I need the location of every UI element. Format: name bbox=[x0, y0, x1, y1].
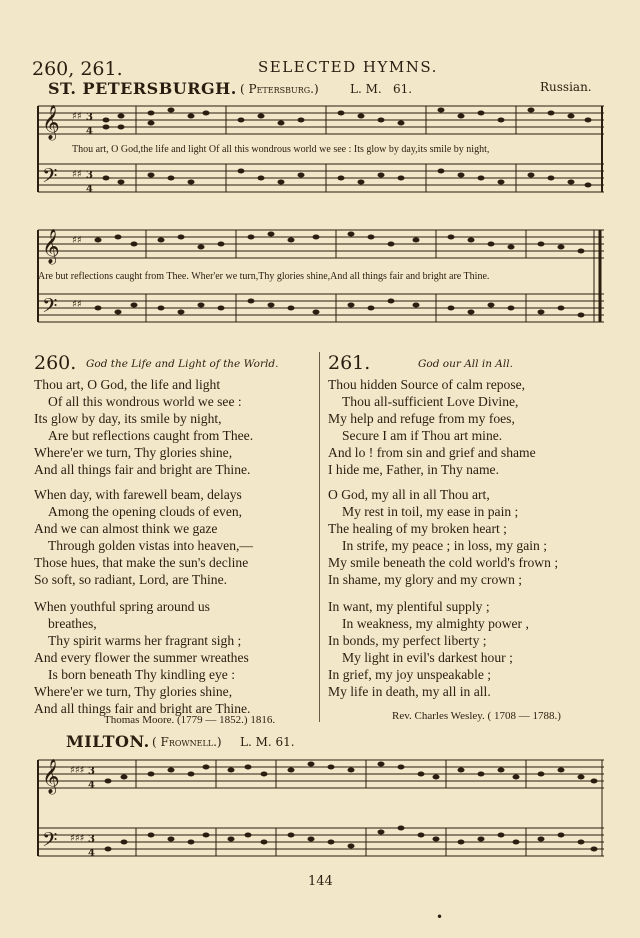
tune-meter: L. M. 61. bbox=[240, 735, 295, 749]
verse-line: I hide me, Father, in Thy name. bbox=[328, 462, 499, 477]
svg-text:𝄞: 𝄞 bbox=[42, 105, 60, 140]
svg-text:4: 4 bbox=[88, 780, 95, 791]
svg-text:4: 4 bbox=[88, 848, 95, 859]
tune1-lyric-line-1: Thou art, O God,the life and light Of all this wondrous world we see : Its glow by day,its smile by night, bbox=[72, 144, 490, 155]
svg-text:♯♯♯: ♯♯♯ bbox=[70, 765, 85, 776]
verse-line: Where'er we turn, Thy glories shine, bbox=[34, 684, 233, 699]
svg-text:3: 3 bbox=[88, 766, 95, 777]
verse-line: So soft, so radiant, Lord, are Thine. bbox=[34, 572, 228, 587]
svg-text:♯♯♯: ♯♯♯ bbox=[70, 833, 85, 844]
hymn-261-stanza-3 bbox=[328, 598, 529, 700]
verse-line: Among the opening clouds of even, bbox=[48, 504, 243, 519]
hymn-260-subtitle: God the Life and Light of the World. bbox=[86, 358, 279, 370]
verse-line: My light in evil's darkest hour ; bbox=[342, 650, 513, 665]
svg-text:𝄢: 𝄢 bbox=[42, 828, 58, 856]
verse-line: My smile beneath the cold world's frown ; bbox=[328, 555, 559, 570]
verse-line: Are but reflections caught from Thee. bbox=[48, 428, 254, 443]
section-title: SELECTED HYMNS. bbox=[258, 58, 438, 76]
hymn-261-attribution: Rev. Charles Wesley. ( 1708 — 1788.) bbox=[392, 710, 561, 722]
tune-title: MILTON. bbox=[66, 732, 150, 751]
verse-line: O God, my all in all Thou art, bbox=[328, 487, 490, 502]
svg-text:3: 3 bbox=[86, 170, 93, 181]
music-system-3 bbox=[36, 750, 608, 870]
verse-line: In want, my plentiful supply ; bbox=[328, 599, 490, 614]
verse-line: My life in death, my all in all. bbox=[328, 684, 491, 699]
verse-line: Thou hidden Source of calm repose, bbox=[328, 377, 526, 392]
svg-text:4: 4 bbox=[86, 184, 93, 195]
verse-line: breathes, bbox=[48, 616, 97, 631]
hymn-260-stanza-1 bbox=[34, 376, 253, 478]
verse-line: In strife, my peace ; in loss, my gain ; bbox=[342, 538, 547, 553]
verse-line: Secure I am if Thou art mine. bbox=[342, 428, 503, 443]
verse-line: My help and refuge from my foes, bbox=[328, 411, 515, 426]
tune-alt-name: ( Frownell.) bbox=[152, 735, 222, 749]
svg-text:𝄞: 𝄞 bbox=[42, 759, 60, 794]
verse-line: Where'er we turn, Thy glories shine, bbox=[34, 445, 233, 460]
verse-line: In bonds, my perfect liberty ; bbox=[328, 633, 487, 648]
svg-text:𝄞: 𝄞 bbox=[42, 229, 60, 264]
page-number: 144 bbox=[308, 874, 333, 889]
verse-line: Thou all-sufficient Love Divine, bbox=[342, 394, 519, 409]
verse-line: Is born beneath Thy kindling eye : bbox=[48, 667, 236, 682]
hymn-260-stanza-3 bbox=[34, 598, 250, 717]
svg-text:3: 3 bbox=[86, 112, 93, 123]
verse-line: And all things fair and bright are Thine. bbox=[34, 701, 251, 716]
svg-text:𝄢: 𝄢 bbox=[42, 294, 58, 322]
verse-line: Those hues, that make the sun's decline bbox=[34, 555, 249, 570]
verse-line: In grief, my joy unspeakable ; bbox=[328, 667, 492, 682]
page-numbers-header: 260, 261. bbox=[32, 58, 123, 80]
hymn-261-stanza-1 bbox=[328, 376, 536, 478]
verse-line: Thou art, O God, the life and light bbox=[34, 377, 221, 392]
verse-line: The healing of my broken heart ; bbox=[328, 521, 507, 536]
tune-origin: Russian. bbox=[540, 80, 592, 94]
verse-line: And all things fair and bright are Thine. bbox=[34, 462, 251, 477]
svg-text:♯♯: ♯♯ bbox=[72, 169, 82, 180]
verse-line: And every flower the summer wreathes bbox=[34, 650, 249, 665]
verse-line: When day, with farewell beam, delays bbox=[34, 487, 242, 502]
verse-line: And lo ! from sin and grief and shame bbox=[328, 445, 536, 460]
verse-line: Thy spirit warms her fragrant sigh ; bbox=[48, 633, 242, 648]
verse-line: My rest in toil, my ease in pain ; bbox=[342, 504, 519, 519]
hymn-261-subtitle: God our All in All. bbox=[418, 358, 513, 370]
svg-text:4: 4 bbox=[86, 126, 93, 137]
verse-line: In shame, my glory and my crown ; bbox=[328, 572, 523, 587]
tune-alt-name: ( Petersburg.) bbox=[240, 82, 319, 96]
column-divider bbox=[319, 352, 320, 722]
ornament-mark: • bbox=[436, 910, 444, 924]
hymn-261-number: 261. bbox=[328, 352, 371, 374]
svg-text:♯♯: ♯♯ bbox=[72, 299, 82, 310]
hymn-260-number: 260. bbox=[34, 352, 77, 374]
hymn-261-stanza-2 bbox=[328, 486, 558, 588]
verse-line: In weakness, my almighty power , bbox=[342, 616, 529, 631]
verse-line: Of all this wondrous world we see : bbox=[48, 394, 242, 409]
svg-text:3: 3 bbox=[88, 834, 95, 845]
verse-line: When youthful spring around us bbox=[34, 599, 210, 614]
hymn-260-stanza-2 bbox=[34, 486, 253, 588]
verse-line: And we can almost think we gaze bbox=[34, 521, 218, 536]
svg-text:♯♯: ♯♯ bbox=[72, 111, 82, 122]
svg-text:♯♯: ♯♯ bbox=[72, 235, 82, 246]
verse-line: Through golden vistas into heaven,— bbox=[48, 538, 254, 553]
svg-text:𝄢: 𝄢 bbox=[42, 164, 58, 192]
hymn-260-attribution: Thomas Moore. (1779 — 1852.) 1816. bbox=[104, 714, 276, 726]
tune-title: ST. PETERSBURGH. bbox=[48, 79, 237, 98]
tune-meter-number: 61. bbox=[393, 82, 413, 96]
tune-meter: L. M. bbox=[350, 82, 382, 96]
tune1-lyric-line-2: Are but reflections caught from Thee. Wher'er we turn,Thy glories shine,And all things fair and bright are Thine. bbox=[38, 271, 490, 282]
verse-line: Its glow by day, its smile by night, bbox=[34, 411, 222, 426]
